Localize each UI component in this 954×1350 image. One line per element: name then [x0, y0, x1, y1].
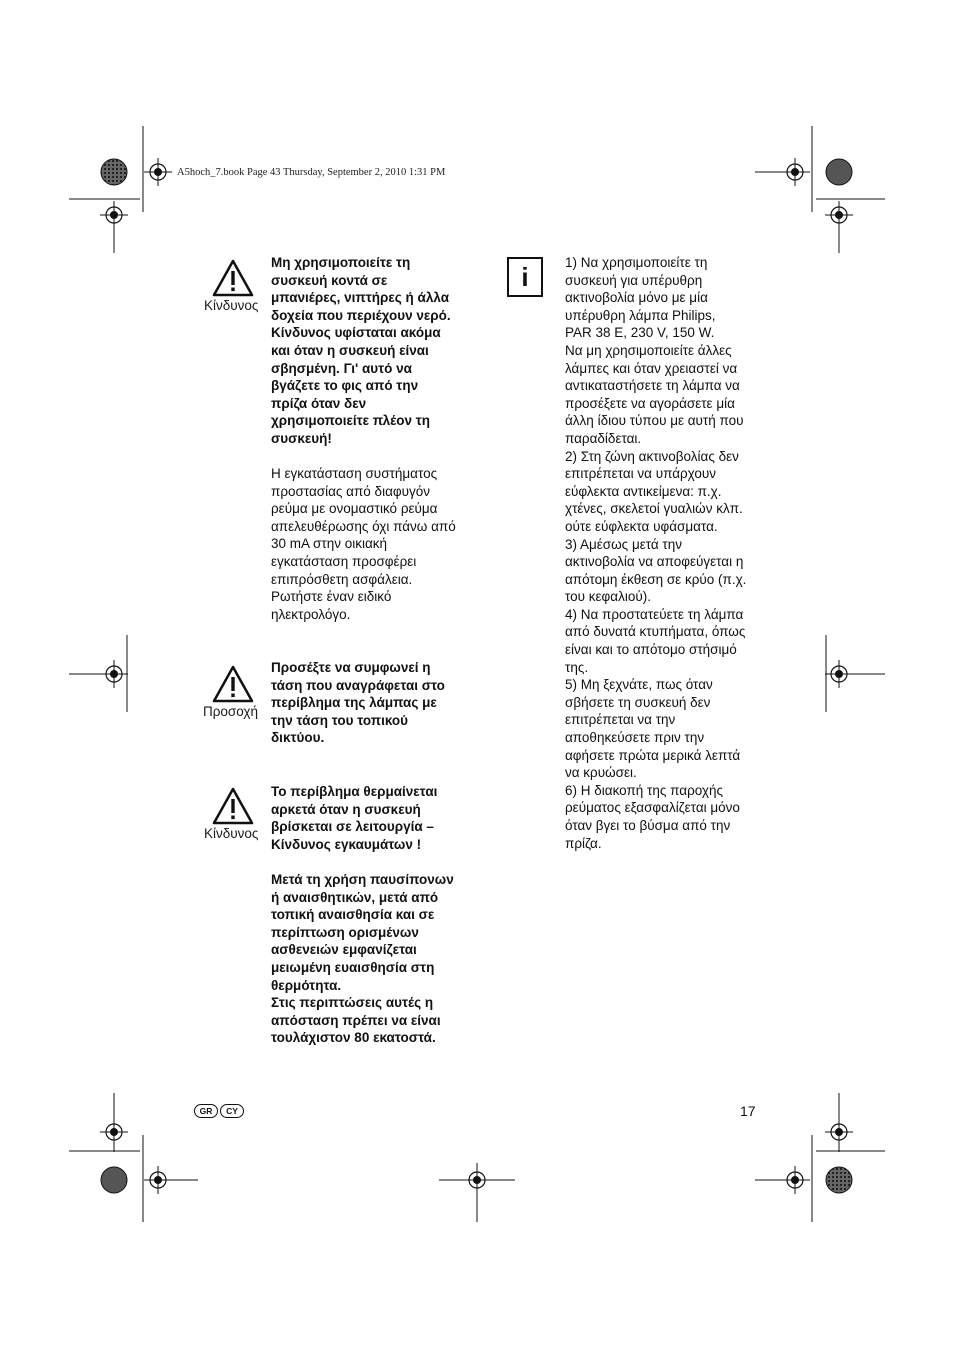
warning-text-water: Μη χρησιμοποιείτε τη συσκευή κοντά σε μπανιέρες, νιπτήρες ή άλλα δοχεία που περιέχουν νερό. Κίνδυνος υφίσταται ακόμα και όταν η συσκευή είναι σβησμένη. Γι' αυτό να βγάζετε το φις από την πρίζα όταν δεν χρησιμοποιείτε πλέον τη συσκευή!: [271, 255, 451, 446]
usage-instructions-text: 1) Να χρησιμοποιείτε τη συσκευή για υπέρυθρη ακτινοβολία μόνο με μία υπέρυθρη λάμπα Philips, PAR 38 E, 230 V, 150 W. Να μη χρησιμοποιείτε άλλες λάμπες και όταν χρειαστεί να αντικαταστήσετε τη λάμπα να προσέξετε να αγοράσετε μία άλλη ίδιου τύπου με αυτή που παραδίδεται. 2) Στη ζώνη ακτινοβολίας δεν επιτρέπεται να υπάρχουν εύφλεκτα αντικείμενα: π.χ. χτένες, σκελετοί γυαλιών κλπ. ούτε εύφλεκτα υφάσματα. 3) Αμέσως μετά την ακτινοβολία να αποφεύγεται η απότομη έκθεση σε κρύο (π.χ. του κεφαλιού). 4) Να προστατεύετε τη λάμπα από δυνατά κτυπήματα, όπως είναι και το απότομο στήσιμό της. 5) Μη ξεχνάτε, πως όταν σβήσετε τη συσκευή δεν επιτρέπεται να την αποθηκεύσετε πριν την αφήσετε πρώτα μερικά λεπτά να κρυώσει. 6) Η διακοπή της παροχής ρεύματος εξασφαλίζεται μόνο όταν βγει το βύσμα από την πρίζα.: [565, 255, 747, 851]
badge-cy: CY: [220, 1104, 244, 1118]
country-badges: [194, 1104, 244, 1118]
warning-icon: [211, 664, 255, 704]
voltage-warning-text: Προσέξτε να συμφωνεί η τάση που αναγράφεται στο περίβλημα της λάμπας με την τάση του τοπικού δικτύου.: [271, 660, 445, 746]
danger-label: Κίνδυνος: [204, 826, 259, 841]
danger-label: Κίνδυνος: [204, 298, 259, 313]
info-icon: i: [507, 257, 543, 297]
sensitivity-warning-text: Μετά τη χρήση παυσίπονων ή αναισθητικών, μετά από τοπική αναισθησία και σε περίπτωση ορισμένων ασθενειών εμφανίζεται μειωμένη ευαισθησία στη θερμότητα. Στις περιπτώσεις αυτές η απόσταση πρέπει να είναι τουλάχιστον 80 εκατοστά.: [271, 872, 454, 1046]
burn-warning-text: Το περίβλημα θερμαίνεται αρκετά όταν η συσκευή βρίσκεται σε λειτουργία – Κίνδυνος εγκαυμάτων !: [271, 784, 438, 852]
color-target-icon: [826, 159, 852, 185]
caution-label: Προσοχή: [203, 704, 259, 719]
color-target-icon: [826, 1167, 852, 1193]
color-target-icon: [101, 1167, 127, 1193]
badge-gr: GR: [194, 1104, 218, 1118]
warning-icon: [211, 258, 255, 298]
rcd-info-text: Η εγκατάσταση συστήματος προστασίας από διαφυγόν ρεύμα με ονομαστικό ρεύμα απελευθέρωσης όχι πάνω από 30 mA στην οικιακή εγκατάσταση προσφέρει επιπρόσθετη ασφάλεια. Ρωτήστε έναν ειδικό ηλεκτρολόγο.: [271, 466, 456, 622]
warning-icon: [211, 786, 255, 826]
color-target-icon: [101, 159, 127, 185]
print-header: A5hoch_7.book Page 43 Thursday, September 2, 2010 1:31 PM: [177, 167, 446, 178]
page-number: 17: [740, 1103, 756, 1119]
